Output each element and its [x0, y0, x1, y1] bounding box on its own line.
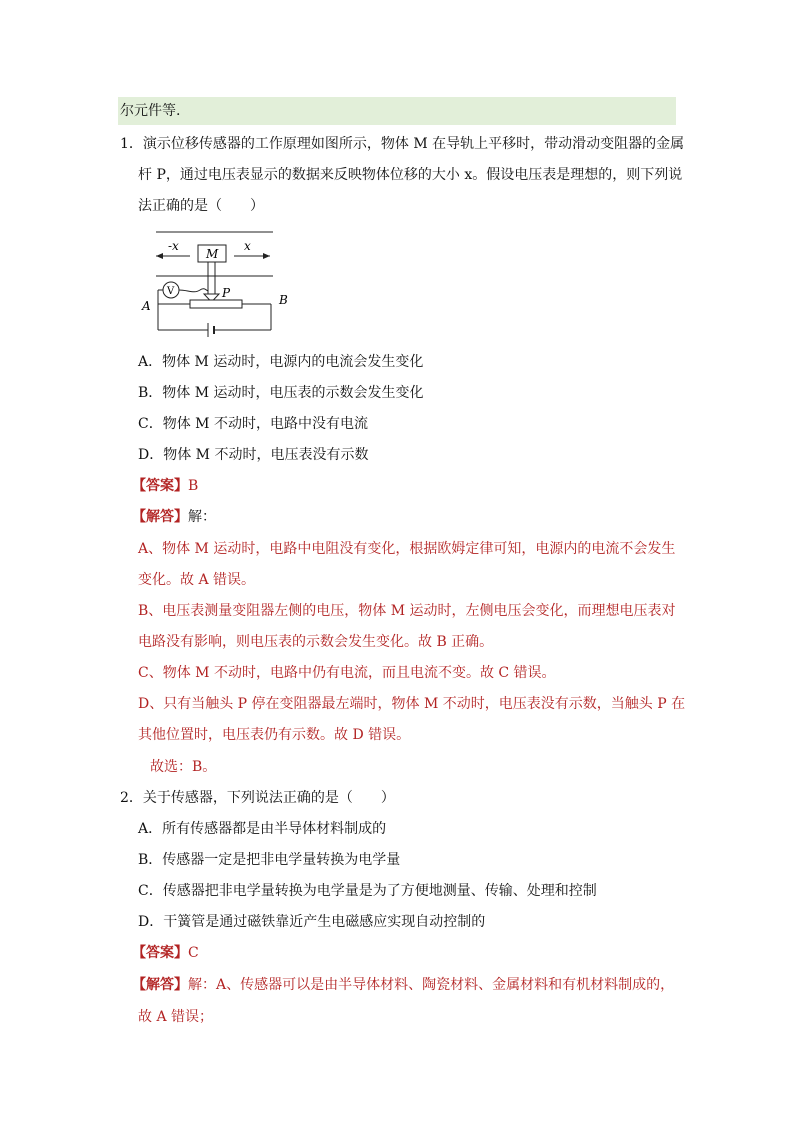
q1-analysis-line-3: B、电压表测量变阻器左侧的电压，物体 M 运动时，左侧电压会变化，而理想电压表对	[138, 603, 676, 619]
q2-answer-tag: 【答案】	[132, 945, 188, 961]
q2-analysis-line-1	[132, 975, 674, 995]
q2-answer-value: C	[188, 945, 199, 961]
q1-analysis-line-6: D、只有当触头 P 停在变阻器最左端时，物体 M 不动时，电压表没有示数，当触头 P 在	[138, 696, 686, 712]
q1-analysis-tag: 【解答】	[132, 509, 188, 525]
displacement-sensor-diagram	[138, 224, 298, 342]
q2-answer	[132, 943, 199, 963]
q1-option-a: A．物体 M 运动时，电源内的电流会发生变化	[138, 354, 424, 370]
q2-analysis-text-1: 解：A、传感器可以是由半导体材料、陶瓷材料、金属材料和有机材料制成的，	[188, 977, 675, 993]
point-b-label: B	[279, 293, 288, 307]
q1-stem-line-3: 法正确的是（ ）	[138, 198, 264, 214]
section-banner: 尔元件等.	[118, 97, 676, 125]
q1-answer-value: B	[188, 478, 199, 494]
q2-analysis-tag: 【解答】	[132, 977, 188, 993]
q1-option-d: D．物体 M 不动时，电压表没有示数	[138, 447, 369, 463]
q1-stem-line-2: 杆 P，通过电压表显示的数据来反映物体位移的大小 x。假设电压表是理想的，则下列说	[138, 167, 683, 183]
q1-answer	[132, 476, 198, 496]
q2-option-c: C．传感器把非电学量转换为电学量是为了方便地测量、传输、处理和控制	[138, 883, 597, 899]
q1-answer-tag: 【答案】	[132, 478, 188, 494]
q1-option-c: C．物体 M 不动时，电路中没有电流	[138, 416, 368, 432]
q1-analysis-line-1: A、物体 M 运动时，电路中电阻没有变化，根据欧姆定律可知，电源内的电流不会发生	[138, 541, 676, 557]
point-a-label: A	[142, 299, 151, 313]
neg-x-label: -x	[168, 239, 179, 253]
q2-option-b: B．传感器一定是把非电学量转换为电学量	[138, 852, 401, 868]
rheostat	[190, 300, 242, 308]
q1-analysis-line-5: C、物体 M 不动时，电路中仍有电流，而且电流不变。故 C 错误。	[138, 665, 556, 681]
voltmeter-wire	[179, 289, 208, 292]
q1-analysis-line-4: 电路没有影响，则电压表的示数会发生变化。故 B 正确。	[138, 634, 494, 650]
slider-label: P	[222, 286, 231, 300]
q1-analysis-line-2: 变化。故 A 错误。	[138, 572, 256, 588]
q1-conclusion: 故选：B。	[150, 759, 217, 775]
q1-analysis-header	[132, 507, 216, 527]
q1-analysis-head: 解：	[188, 509, 216, 525]
q2-option-a: A．所有传感器都是由半导体材料制成的	[138, 821, 387, 837]
q1-stem-line-1: 1．演示位移传感器的工作原理如图所示，物体 M 在导轨上平移时，带动滑动变阻器的金属	[120, 136, 685, 152]
q2-option-d: D．干簧管是通过磁铁靠近产生电磁感应实现自动控制的	[138, 914, 486, 930]
q1-option-b: B．物体 M 运动时，电压表的示数会发生变化	[138, 385, 424, 401]
q2-analysis-line-2: 故 A 错误；	[138, 1009, 214, 1025]
voltmeter-label: V	[167, 286, 175, 297]
pos-x-arrowhead	[263, 253, 270, 259]
pos-x-label: x	[244, 239, 251, 253]
mass-label: M	[206, 247, 219, 261]
neg-x-arrowhead	[156, 253, 163, 259]
q1-analysis-line-7: 其他位置时，电压表仍有示数。故 D 错误。	[138, 727, 411, 743]
q2-stem: 2．关于传感器，下列说法正确的是（ ）	[120, 790, 395, 806]
